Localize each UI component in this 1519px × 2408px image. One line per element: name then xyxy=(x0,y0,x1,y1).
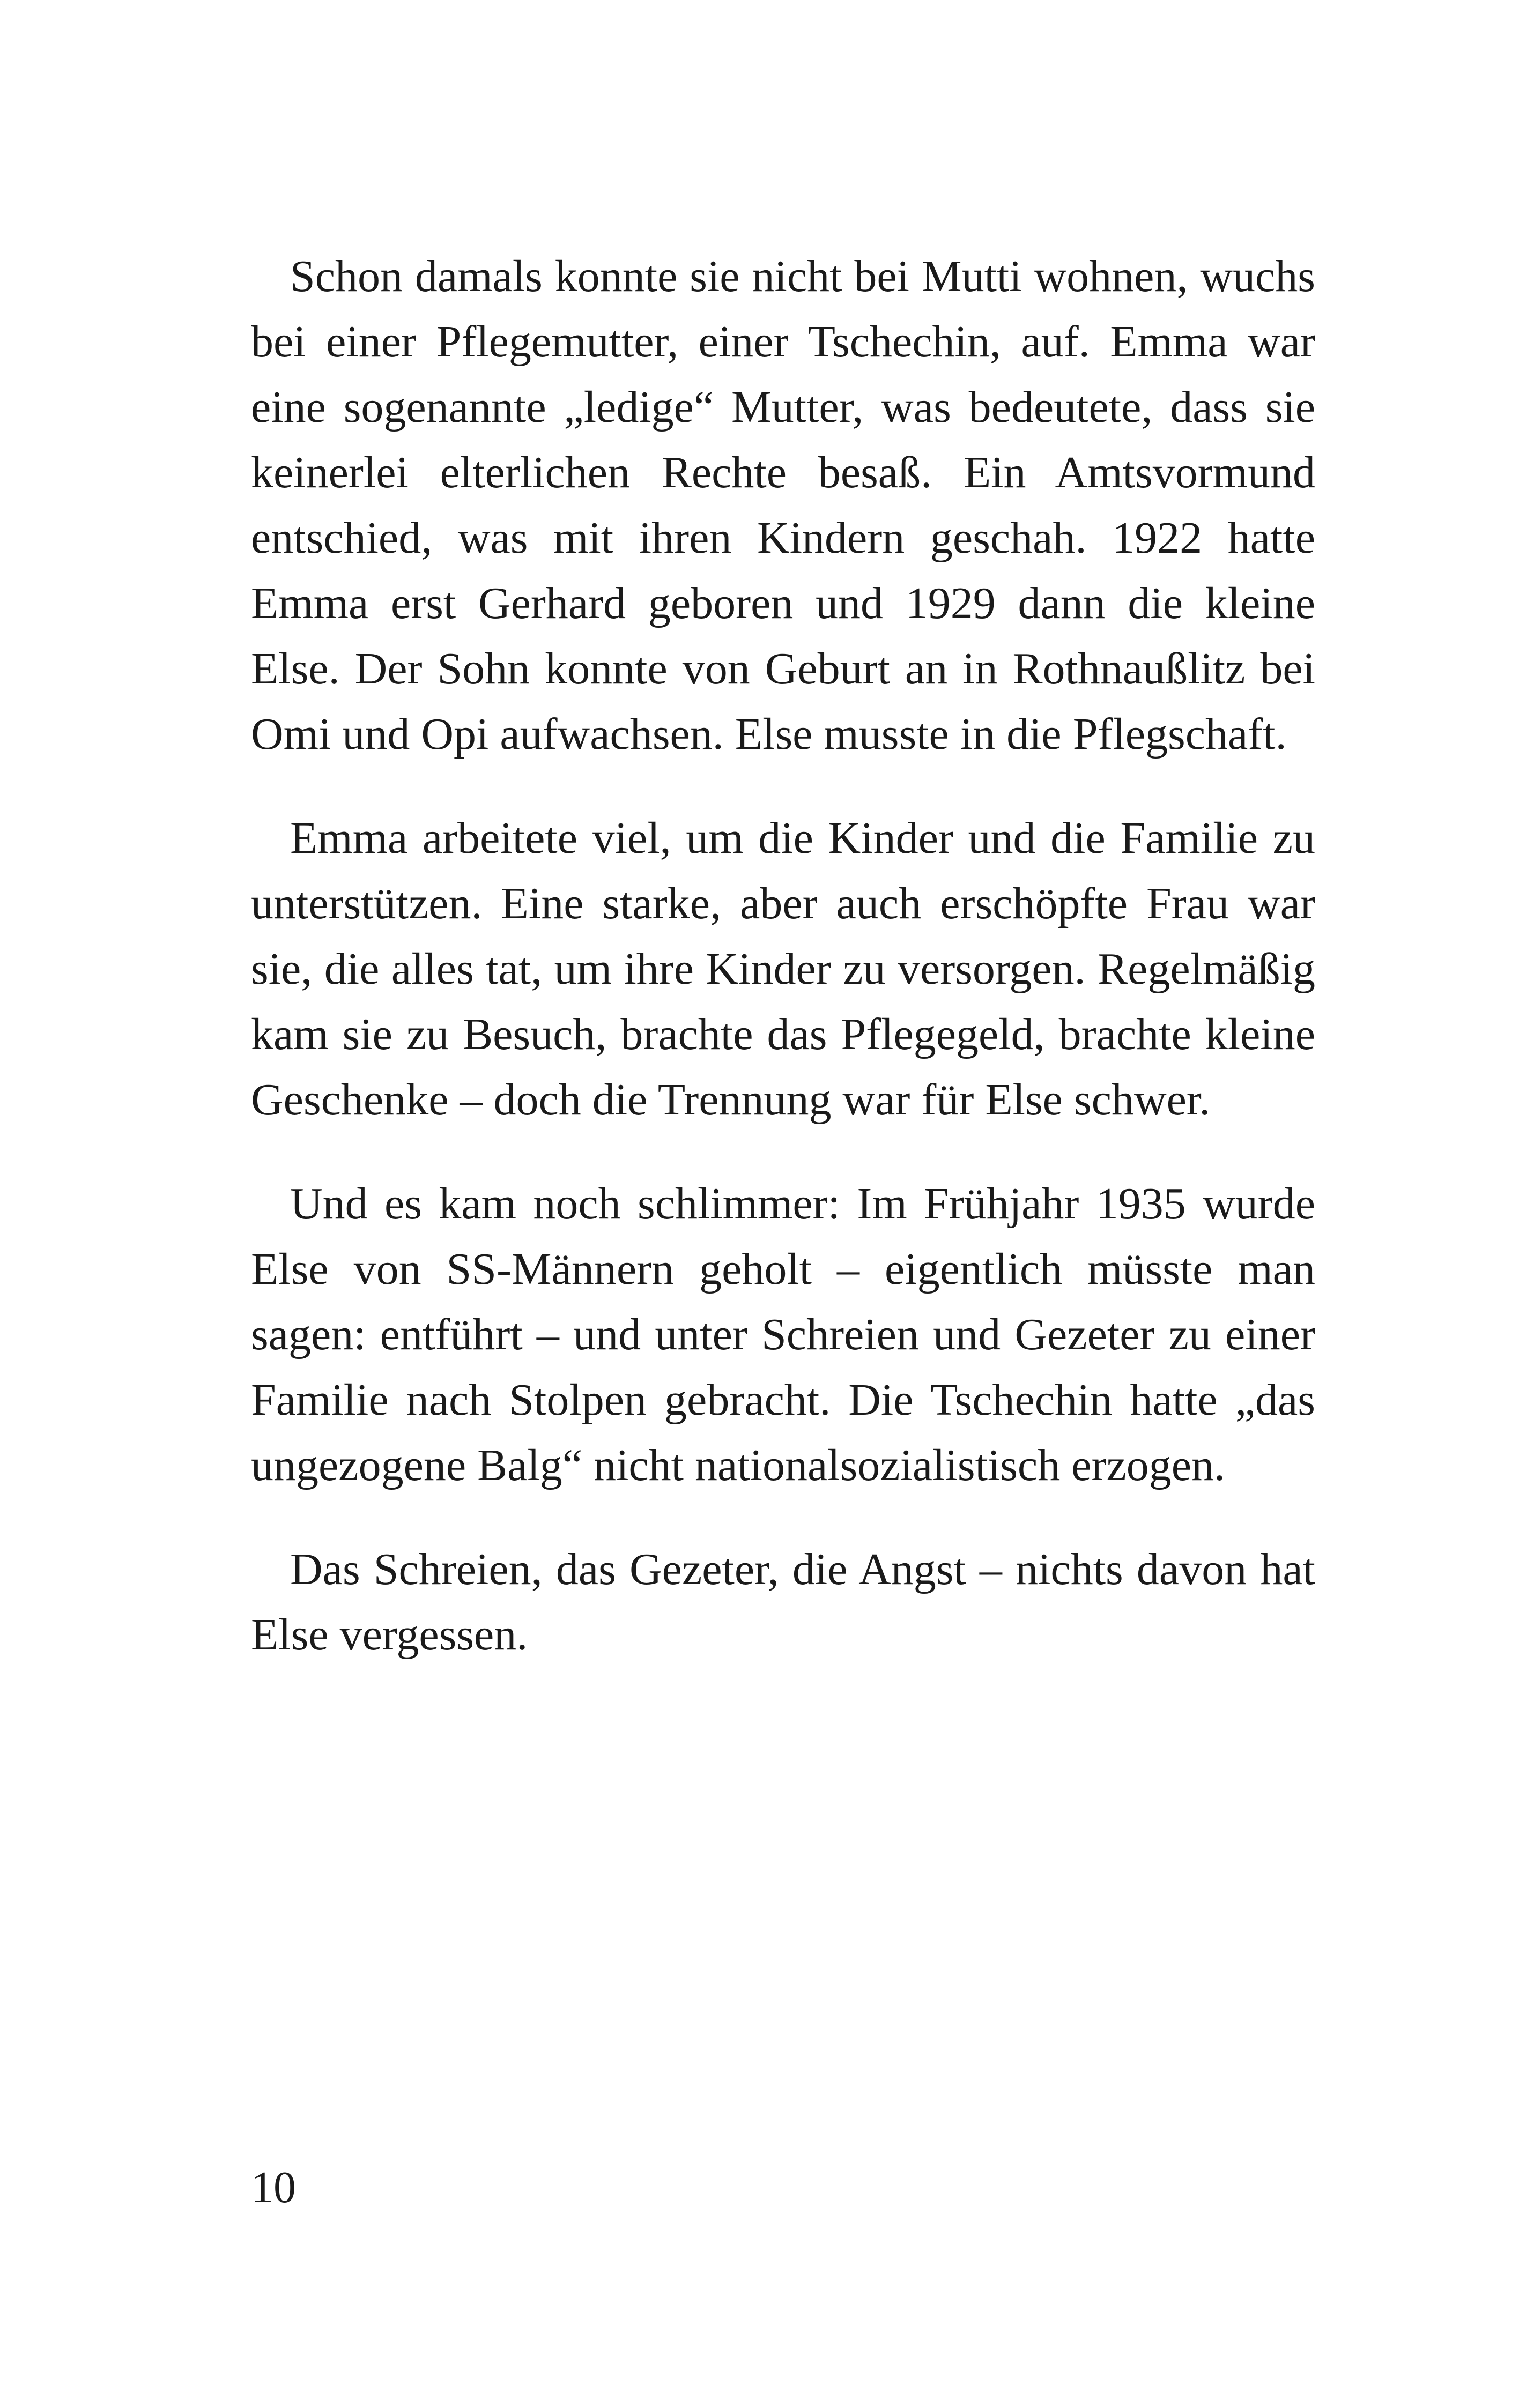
paragraph-3: Und es kam noch schlimmer: Im Frühjahr 1935 wurde Else von SS-Männern geholt – eigentlich müsste man sagen: entführt – und unter Schreien und Gezeter zu einer Familie nach Stolpen gebracht. Die Tschechin hatte „das ungezogene Balg“ nicht nationalsozialistisch erzogen. xyxy=(251,1179,1315,1490)
paragraph-1: Schon damals konnte sie nicht bei Mutti wohnen, wuchs bei einer Pflegemutter, einer Tschechin, auf. Emma war eine sogenannte „ledige“ Mutter, was bedeutete, dass sie keinerlei elterlichen Rechte besaß. Ein Amtsvormund entschied, was mit ihren Kindern geschah. 1922 hatte Emma erst Gerhard geboren und 1929 dann die kleine Else. Der Sohn konnte von Geburt an in Rothnaußlitz bei Omi und Opi aufwachsen. Else musste in die Pflegschaft. xyxy=(251,251,1315,759)
body-text xyxy=(251,244,1315,1706)
page-number: 10 xyxy=(251,2162,296,2212)
paragraph-2: Emma arbeitete viel, um die Kinder und die Familie zu unterstützen. Eine starke, aber auch erschöpfte Frau war sie, die alles tat, um ihre Kinder zu versorgen. Regelmäßig kam sie zu Besuch, brachte das Pflegegeld, brachte kleine Geschenke – doch die Trennung war für Else schwer. xyxy=(251,813,1315,1125)
paragraph-4: Das Schreien, das Gezeter, die Angst – nichts davon hat Else vergessen. xyxy=(251,1544,1315,1660)
